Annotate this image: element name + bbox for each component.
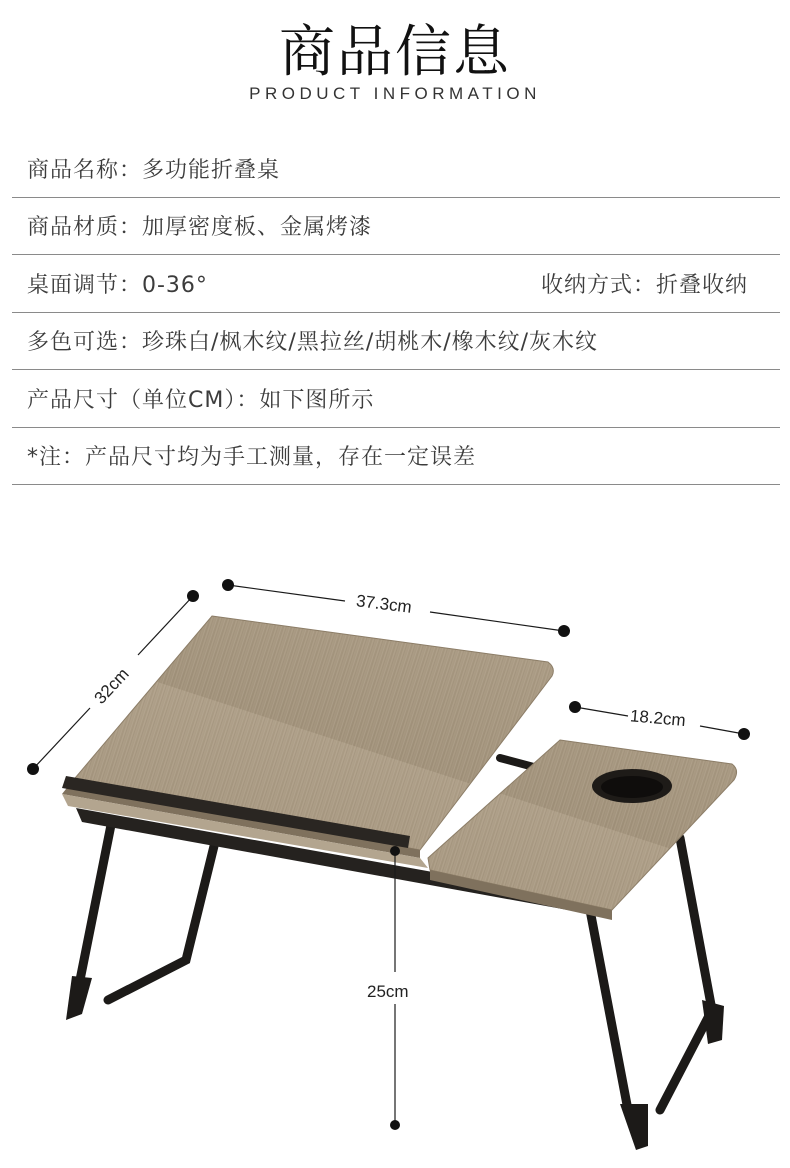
page-title: 商品信息 — [279, 20, 511, 85]
info-row-material — [12, 198, 780, 256]
info-text: 桌面调节：0-36° — [27, 272, 208, 298]
info-row-colors — [12, 313, 780, 371]
table-illustration — [0, 520, 790, 1164]
foot-icon — [620, 1104, 648, 1150]
info-text: 商品名称：多功能折叠桌 — [27, 157, 281, 183]
dim-side-label: 18.2cm — [629, 706, 687, 731]
info-row-name — [12, 140, 780, 198]
info-text: *注：产品尺寸均为手工测量，存在一定误差 — [27, 445, 477, 471]
info-text: 多色可选：珍珠白/枫木纹/黑拉丝/胡桃木/橡木纹/灰木纹 — [27, 330, 599, 356]
foot-icon — [702, 1000, 724, 1044]
product-figure — [0, 520, 790, 1164]
info-row-note — [12, 428, 780, 486]
info-text-storage: 收纳方式：折叠收纳 — [540, 272, 748, 298]
dim-height-label: 25cm — [367, 982, 409, 1001]
foot-icon — [66, 976, 92, 1020]
product-info-table — [12, 140, 780, 485]
info-row-adjust — [12, 255, 780, 313]
info-text: 商品材质：加厚密度板、金属烤漆 — [27, 215, 373, 241]
dim-depth-label: 32cm — [90, 664, 133, 708]
info-row-size — [12, 370, 780, 428]
page-subtitle: PRODUCT INFORMATION — [249, 84, 541, 103]
dim-width-label: 37.3cm — [355, 591, 413, 617]
info-text: 产品尺寸（单位CM）：如下图所示 — [27, 387, 375, 413]
